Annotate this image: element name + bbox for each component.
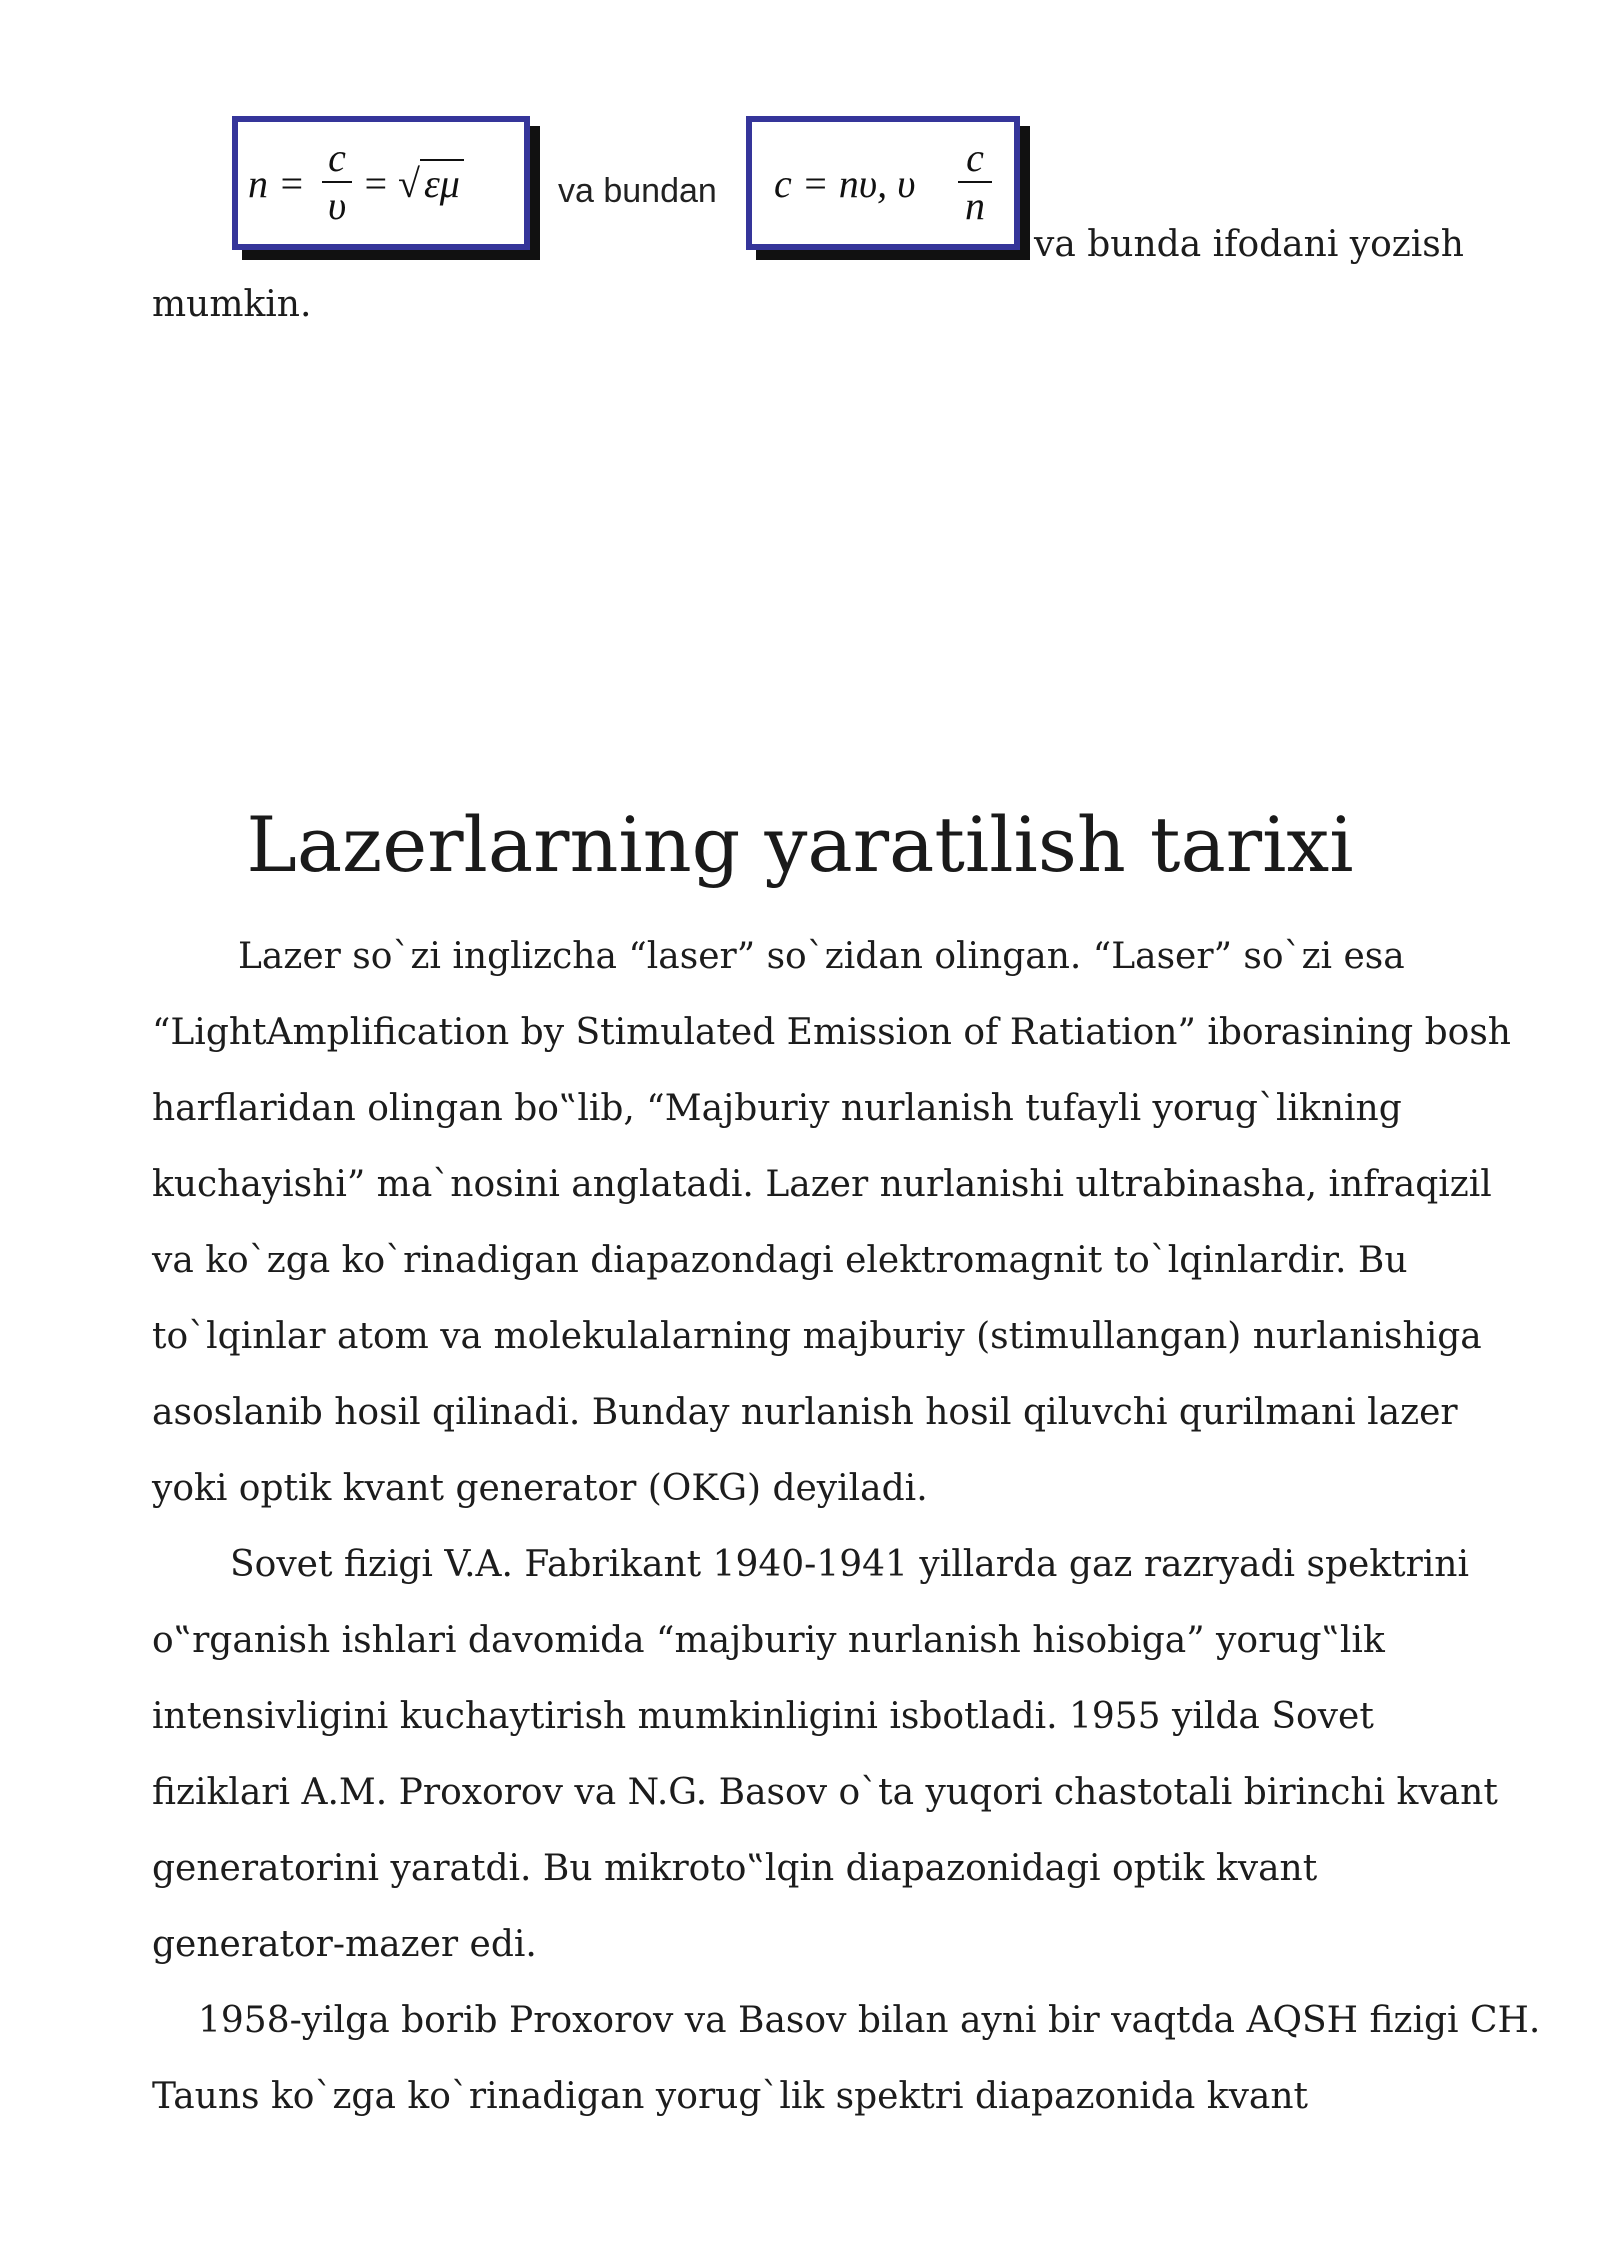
body-line: o‟rganish ishlari davomida “majburiy nurlanish hisobiga” yorug‟lik — [152, 1620, 1385, 1661]
inline-text-after: va bunda ifodani yozish — [1034, 224, 1464, 265]
body-line: generatorini yaratdi. Bu mikroto‟lqin diapazonidagi optik kvant — [152, 1848, 1318, 1889]
body-line: yoki optik kvant generator (OKG) deyiladi. — [152, 1468, 928, 1509]
body-line: asoslanib hosil qilinadi. Bunday nurlanish hosil qiluvchi qurilmani lazer — [152, 1392, 1458, 1433]
formula-c-numerator: c — [966, 135, 984, 180]
formula-c-fraction — [958, 136, 992, 228]
formula-c-box — [746, 116, 1020, 250]
formula-c-denominator: n — [965, 183, 985, 228]
body-line: 1958-yilga borib Proxorov va Basov bilan ayni bir vaqtda AQSH fizigi CH. — [198, 2000, 1541, 2041]
formula-n-fraction — [322, 136, 352, 228]
formula-n-box — [232, 116, 530, 250]
body-line: va ko`zga ko`rinadigan diapazondagi elektromagnit to`lqinlardir. Bu — [152, 1240, 1408, 1281]
formula-c-lhs: c = nυ, υ — [774, 161, 916, 206]
formula-n-numerator: c — [328, 135, 346, 180]
intro-end-text: mumkin. — [152, 284, 312, 325]
formula-n-lhs: n = — [248, 161, 305, 206]
body-line: fiziklari A.M. Proxorov va N.G. Basov o`ta yuqori chastotali birinchi kvant — [152, 1772, 1498, 1813]
body-line: kuchayishi” ma`nosini anglatadi. Lazer nurlanishi ultrabinasha, infraqizil — [152, 1164, 1492, 1205]
body-line: Tauns ko`zga ko`rinadigan yorug`lik spektri diapazonida kvant — [152, 2076, 1309, 2117]
body-line: Lazer so`zi inglizcha “laser” so`zidan olingan. “Laser” so`zi esa — [238, 936, 1405, 977]
formula-n-sqrt: √ εμ — [398, 162, 464, 206]
inline-text-between: va bundan — [558, 172, 717, 210]
formula-n-radicand: εμ — [420, 159, 464, 206]
formula-n-equals: = — [362, 161, 389, 206]
body-line: generator-mazer edi. — [152, 1924, 537, 1965]
body-line: to`lqinlar atom va molekulalarning majburiy (stimullangan) nurlanishiga — [152, 1316, 1482, 1357]
body-line: intensivligini kuchaytirish mumkinligini isbotladi. 1955 yilda Sovet — [152, 1696, 1374, 1737]
body-line: harflaridan olingan bo‟lib, “Majburiy nurlanish tufayli yorug`likning — [152, 1088, 1402, 1129]
formula-n-denominator: υ — [327, 183, 347, 228]
body-line: “LightAmplification by Stimulated Emission of Ratiation” iborasining bosh — [152, 1012, 1511, 1053]
page-title: Lazerlarning yaratilish tarixi — [246, 800, 1354, 889]
body-line: Sovet fizigi V.A. Fabrikant 1940-1941 yillarda gaz razryadi spektrini — [230, 1544, 1469, 1585]
